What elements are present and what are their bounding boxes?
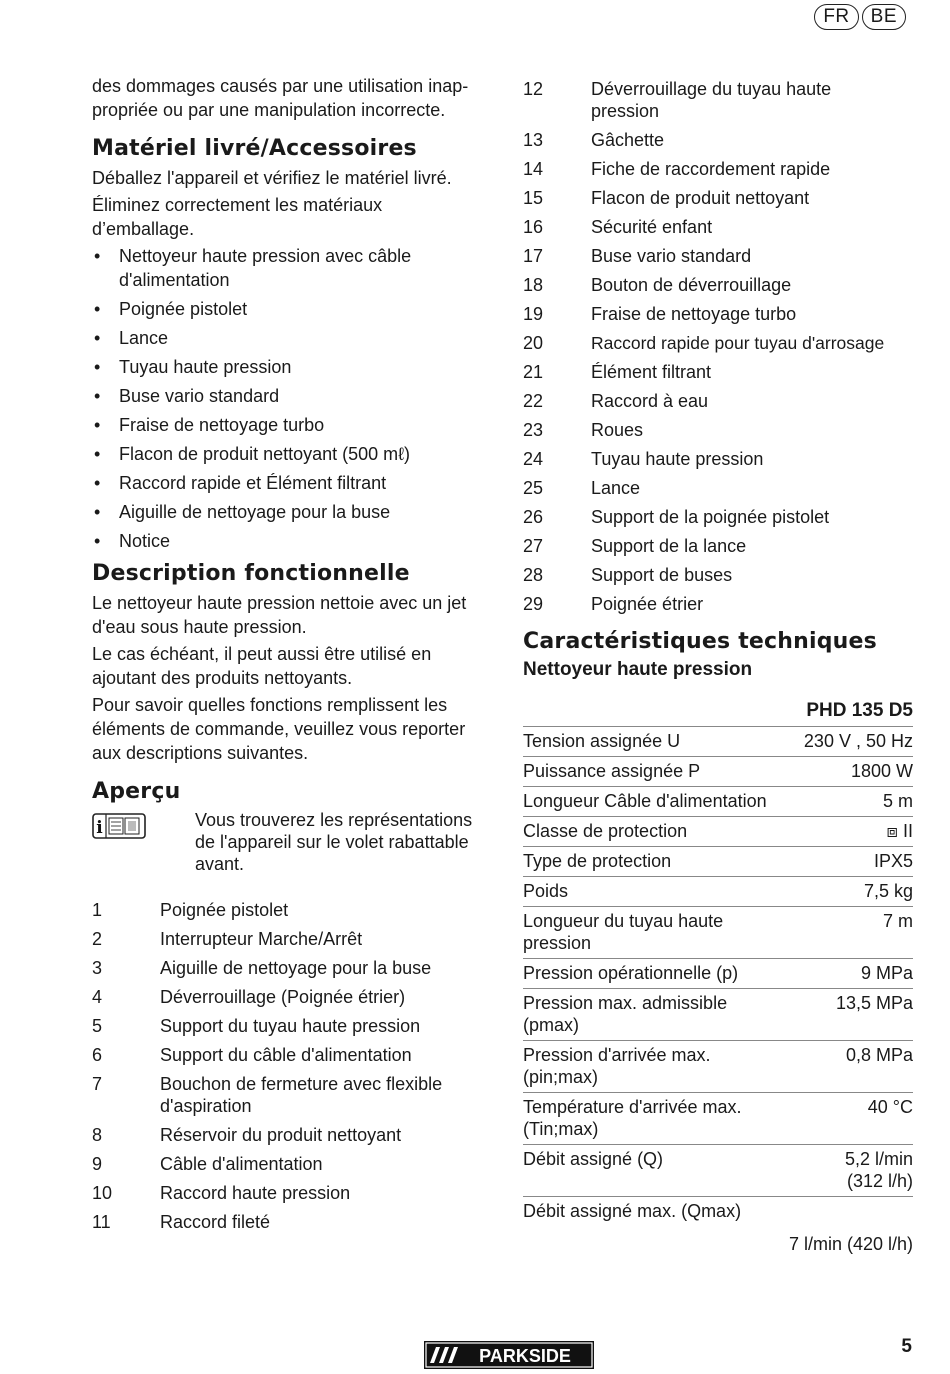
list-item: • Tuyau haute pression [92,355,488,379]
description-paragraph: Le nettoyeur haute pression nettoie avec un jet d'eau sous haute pression. [92,593,467,637]
parkside-logo [424,1341,594,1374]
list-item: 4 Déverrouillage (Poignée étrier) [92,987,406,1007]
list-item: 1 Poignée pistolet [92,900,289,920]
list-item: 21 Élément filtrant [523,362,712,382]
list-item: 23 Roues [523,420,644,440]
intro-line: propriée ou par une manipulation incorrecte. [92,100,446,120]
language-badges [814,4,906,30]
specs-table [523,697,913,1226]
delivery-list [92,244,488,553]
list-item: • Aiguille de nettoyage pour la buse [92,500,488,524]
list-item: 26 Support de la poignée pistolet [523,507,830,527]
list-item: 24 Tuyau haute pression [523,449,764,469]
list-item: 12 Déverrouillage du tuyau haute pression [523,79,832,121]
list-item: 27 Support de la lance [523,536,747,556]
table-row: Classe de protection ⧈ II [523,817,913,847]
list-item: 9 Câble d'alimentation [92,1154,323,1174]
table-row: Longueur du tuyau haute pression 7 m [523,907,913,959]
table-row: Pression d'arrivée max. (pin;max) 0,8 MPa [523,1041,913,1093]
table-row: Puissance assignée P 1800 W [523,757,913,787]
list-item: • Nettoyeur haute pression avec câble d'alimentation [92,244,429,292]
delivery-heading: Matériel livré/Accessoires [92,136,417,161]
right-column [523,78,913,1256]
list-item: • Lance [92,326,488,350]
overview-heading: Aperçu [92,779,181,804]
list-item: 2 Interrupteur Marche/Arrêt [92,929,363,949]
left-column [92,74,488,1240]
specs-heading: Caractéristiques techniques [523,629,877,654]
list-item: 13 Gâchette [523,130,665,150]
list-item: • Fraise de nettoyage turbo [92,413,488,437]
list-item: • Poignée pistolet [92,297,488,321]
language-badge-be: BE [862,4,906,30]
page-number: 5 [901,1336,912,1357]
table-row: Pression opérationnelle (p) 9 MPa [523,959,913,989]
list-item: 19 Fraise de nettoyage turbo [523,304,797,324]
parts-list-left [92,899,488,1233]
language-badge-fr: FR [814,4,858,30]
list-item: 6 Support du câble d'alimentation [92,1045,412,1065]
list-item: 20 Raccord rapide pour tuyau d'arrosage [523,333,885,353]
table-row: Débit assigné (Q) 5,2 l/min (312 l/h) [523,1145,913,1197]
intro-line: des dommages causés par une utilisation inap- [92,76,469,96]
list-item: 28 Support de buses [523,565,733,585]
list-item: 17 Buse vario standard [523,246,752,266]
list-item: 11 Raccord fileté [92,1212,271,1232]
delivery-paragraph: Déballez l'appareil et vérifiez le matériel livré. [92,168,452,188]
table-row: Température d'arrivée max. (Tin;max) 40 °C [523,1093,913,1145]
parkside-logo-text: PARKSIDE [479,1346,571,1366]
list-item: • Buse vario standard [92,384,488,408]
description-heading: Description fonctionnelle [92,561,410,586]
description-paragraph: Pour savoir quelles fonctions remplissent les éléments de commande, veuillez vous reporter aux descriptions suivantes. [92,695,466,763]
info-book-icon [92,809,195,875]
list-item: • Notice [92,529,488,553]
parts-list-right [523,78,913,615]
specs-subheading: Nettoyeur haute pression [523,659,753,680]
list-item: 5 Support du tuyau haute pression [92,1016,421,1036]
overview-info-text: Vous trouverez les représentations de l'appareil sur le volet rabattable avant. [195,810,473,874]
list-item: 25 Lance [523,478,641,498]
specs-model: PHD 135 D5 [523,697,913,727]
svg-text:i: i [96,818,103,838]
table-row: Type de protection IPX5 [523,847,913,877]
table-row: Tension assignée U 230 V , 50 Hz [523,727,913,757]
list-item: • Raccord rapide et Élément filtrant [92,471,488,495]
list-item: 29 Poignée étrier [523,594,704,614]
list-item: 14 Fiche de raccordement rapide [523,159,831,179]
description-paragraph: Le cas échéant, il peut aussi être utilisé en ajoutant des produits nettoyants. [92,644,432,688]
delivery-paragraph: Éliminez correctement les matériaux d’emballage. [92,195,383,239]
list-item: 18 Bouton de déverrouillage [523,275,792,295]
list-item: 10 Raccord haute pression [92,1183,351,1203]
table-row: Longueur Câble d'alimentation 5 m [523,787,913,817]
specs-last-value: 7 l/min (420 l/h) [788,1234,913,1254]
list-item: 8 Réservoir du produit nettoyant [92,1125,402,1145]
list-item: • Flacon de produit nettoyant (500 mℓ) [92,442,488,466]
table-row: Poids 7,5 kg [523,877,913,907]
list-item: 22 Raccord à eau [523,391,709,411]
overview-info [92,809,488,875]
list-item: 16 Sécurité enfant [523,217,713,237]
table-row: Débit assigné max. (Qmax) [523,1201,742,1221]
list-item: 15 Flacon de produit nettoyant [523,188,810,208]
table-row: Pression max. admissible (pmax) 13,5 MPa [523,989,913,1041]
list-item: 7 Bouchon de fermeture avec flexible d'aspiration [92,1074,443,1116]
list-item: 3 Aiguille de nettoyage pour la buse [92,958,432,978]
